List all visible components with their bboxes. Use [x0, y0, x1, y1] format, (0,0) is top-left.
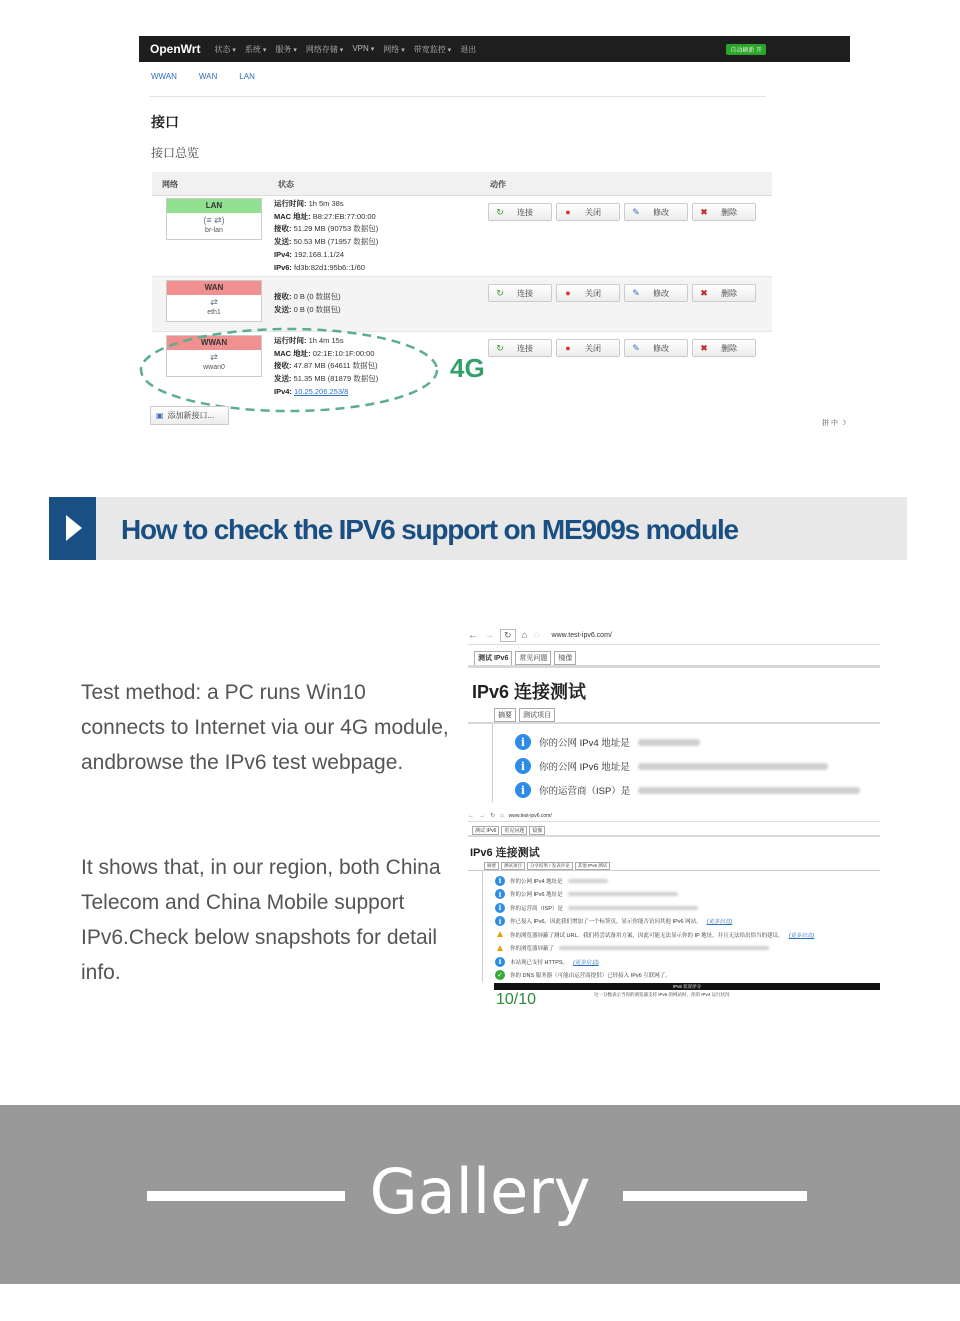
- info-icon: i: [495, 876, 505, 886]
- more-info-link[interactable]: (更多信息): [573, 959, 599, 966]
- tab-wan[interactable]: WAN: [198, 72, 218, 81]
- interface-device: eth1: [207, 309, 221, 316]
- wwan-highlight-ellipse: [139, 326, 444, 416]
- back-icon[interactable]: ←: [468, 812, 474, 819]
- info-icon: i: [495, 889, 505, 899]
- page-title: 接口: [151, 114, 179, 130]
- ipv6-result-list: [492, 724, 880, 802]
- banner-title: How to check the IPV6 support on ME909s module: [121, 514, 738, 545]
- stop-icon: ●: [565, 343, 571, 353]
- header-status: 状态: [278, 180, 294, 189]
- menu-system[interactable]: 系统 ▾: [245, 44, 266, 55]
- ipv6-subtabs: [468, 708, 880, 724]
- openwrt-screenshot: [139, 36, 850, 436]
- gallery-title: Gallery: [369, 1155, 591, 1228]
- redacted-value: [638, 739, 700, 746]
- status-line: 发送: 50.53 MB (71957 数据包): [274, 237, 379, 247]
- interface-tabs: [151, 72, 255, 81]
- warning-icon: ▲: [495, 942, 505, 954]
- ipv6-score: 10/10: [496, 991, 537, 1008]
- openwrt-menu: [214, 44, 476, 55]
- close-button[interactable]: ● 关闭: [556, 284, 620, 302]
- delete-button[interactable]: ✖ 删除: [692, 284, 756, 302]
- play-arrow-icon: [66, 515, 82, 541]
- menu-status[interactable]: 状态 ▾: [214, 44, 235, 55]
- action-buttons-lan: [488, 203, 756, 221]
- table-row-lan: [152, 196, 772, 277]
- table-row-wan: [152, 277, 772, 332]
- delete-button[interactable]: ✖ 删除: [692, 203, 756, 221]
- ipv6-page-title: IPv6 连接测试: [472, 682, 587, 702]
- menu-bandwidth[interactable]: 带宽监控 ▾: [414, 44, 451, 55]
- home-icon[interactable]: ⌂: [521, 630, 528, 641]
- test-method-text: Test method: a PC runs Win10 connects to Internet via our 4G module, andbrowse the IPv6 test webpage.: [81, 681, 449, 774]
- banner-marker: [49, 497, 96, 560]
- list-item: i 你的运营商（ISP）是: [515, 778, 880, 802]
- status-line: 接收: 47.87 MB (64611 数据包): [274, 361, 378, 371]
- network-icon: ⇄: [210, 297, 218, 307]
- openwrt-topbar: [139, 36, 850, 62]
- forward-icon[interactable]: →: [479, 812, 485, 819]
- redacted-value: [638, 763, 828, 770]
- menu-vpn[interactable]: VPN ▾: [352, 44, 374, 55]
- site-tabs: [468, 651, 880, 668]
- ime-indicator: 拼 中 ☽: [822, 420, 847, 427]
- more-info-link[interactable]: (更多信息): [788, 932, 815, 939]
- info-icon: i: [495, 903, 505, 913]
- info-icon: i: [515, 734, 531, 750]
- interface-name: WWAN: [167, 336, 261, 350]
- stop-icon: ●: [565, 288, 571, 298]
- check-icon: ✓: [495, 970, 505, 980]
- action-buttons-wwan: [488, 339, 756, 357]
- site-tabs: [468, 826, 880, 837]
- redacted-value: [638, 787, 860, 794]
- delete-button[interactable]: ✖ 删除: [692, 339, 756, 357]
- add-icon: ▣: [156, 411, 164, 420]
- ipv6-test-screenshot: [468, 627, 880, 805]
- stop-icon: ●: [565, 207, 571, 217]
- list-item: i 你已接入 IPv6，因此我们增加了一个标签页，显示你能否访问其他 IPv6 网站。 (更多信息): [495, 915, 880, 929]
- browser-nav: [468, 810, 880, 822]
- tab-mirrors[interactable]: 镜像: [529, 826, 545, 835]
- tab-faq[interactable]: 常见问题: [501, 826, 527, 835]
- divider: [149, 96, 766, 97]
- tab-summary[interactable]: 摘要: [494, 708, 516, 722]
- close-button[interactable]: ● 关闭: [556, 203, 620, 221]
- action-buttons-wan: [488, 284, 756, 302]
- address-bar[interactable]: www.test-ipv6.com/: [551, 632, 612, 639]
- status-line: MAC 地址: B8:27:EB:77:00:00: [274, 211, 376, 221]
- edit-icon: ✎: [632, 342, 640, 353]
- reconnect-icon: ↻: [496, 287, 504, 298]
- status-line: IPv4: 192.168.1.1/24: [274, 249, 345, 259]
- page-subtitle: 接口总览: [151, 146, 200, 160]
- delete-icon: ✖: [700, 206, 708, 217]
- warning-icon: ▲: [495, 929, 505, 941]
- refresh-icon[interactable]: ↻: [500, 629, 516, 642]
- callout-4g: 4G: [450, 353, 485, 383]
- ipv6-subtabs: [468, 862, 880, 871]
- status-line: 发送: 51.35 MB (81879 数据包): [274, 374, 379, 384]
- info-icon: i: [495, 916, 505, 926]
- edit-icon: ✎: [632, 206, 640, 217]
- auto-refresh-toggle[interactable]: 自动刷新 开: [726, 44, 766, 55]
- tab-mirrors[interactable]: 镜像: [554, 651, 576, 665]
- header-network: 网络: [162, 180, 178, 189]
- interface-device: br-lan: [205, 227, 223, 234]
- list-item: i 本站现已支持 HTTPS。 (更多信息): [495, 955, 880, 969]
- score-note: 这一分数表示当你的浏览器支持 IPv6 的网站时，你的 IPv4 运行状况: [594, 992, 730, 997]
- ipv6-page-title: IPv6 连接测试: [470, 847, 540, 859]
- add-interface-button[interactable]: ▣ 添加新接口...: [150, 406, 229, 425]
- edit-button[interactable]: ✎ 修改: [624, 284, 688, 302]
- status-line: 运行时间: 1h 4m 15s: [274, 336, 344, 345]
- tab-test-ipv6[interactable]: 测试 IPv6: [474, 651, 512, 665]
- status-line: 接收: 0 B (0 数据包): [274, 292, 341, 301]
- list-item: i 你的公网 IPv4 地址是: [515, 730, 880, 754]
- network-icon: ⇄: [210, 352, 218, 362]
- edit-icon: ✎: [632, 287, 640, 298]
- interface-status-wan: [274, 291, 341, 316]
- list-item: ✓ 你的 DNS 服务器（可能由运营商提供）已经接入 IPv6 互联网了。: [495, 969, 880, 983]
- network-icon: (≡ ⇄): [203, 215, 225, 225]
- reconnect-icon: ↻: [496, 342, 504, 353]
- status-line: 运行时间: 1h 5m 38s: [274, 199, 344, 208]
- list-item: ▲ 你的浏览器屏蔽了: [495, 942, 880, 956]
- connect-button[interactable]: ↻ 连接: [488, 203, 552, 221]
- interface-name: WAN: [167, 281, 261, 295]
- page-info-icon: ◌: [533, 630, 540, 641]
- tab-tests[interactable]: 测试项目: [519, 708, 555, 722]
- menu-services[interactable]: 服务 ▾: [275, 44, 296, 55]
- status-line: MAC 地址: 02:1E:10:1F:00:00: [274, 348, 375, 358]
- result-text: It shows that, in our region, both China Telecom and China Mobile support IPv6.Check below snapshots for detail info.: [81, 856, 441, 984]
- table-header: [152, 172, 772, 196]
- delete-icon: ✖: [700, 342, 708, 353]
- status-line: IPv4: 10.25.206.253/8: [274, 386, 349, 396]
- reconnect-icon: ↻: [496, 206, 504, 217]
- score-header: IPv6 状况评分: [494, 983, 880, 990]
- tab-faq[interactable]: 常见问题: [515, 651, 551, 665]
- address-bar[interactable]: www.test-ipv6.com/: [508, 812, 552, 819]
- section-banner: [49, 497, 907, 560]
- tab-tests[interactable]: 测试项目: [501, 862, 525, 870]
- interface-name: LAN: [167, 199, 261, 213]
- close-button[interactable]: ● 关闭: [556, 339, 620, 357]
- decorative-line-right: [623, 1191, 807, 1201]
- info-icon: i: [515, 758, 531, 774]
- more-info-link[interactable]: (更多信息): [706, 919, 733, 926]
- list-item: i 你的公网 IPv6 地址是: [515, 754, 880, 778]
- tab-wwan[interactable]: WWAN: [151, 72, 177, 81]
- interface-status-lan: [274, 198, 378, 274]
- openwrt-brand[interactable]: OpenWrt: [150, 42, 201, 56]
- header-actions: 动作: [490, 180, 506, 189]
- connect-button[interactable]: ↻ 连接: [488, 284, 552, 302]
- interface-device: wwan0: [203, 364, 225, 371]
- list-item: i 你的运营商（ISP）是: [495, 901, 880, 915]
- ipv6-test-screenshot-full: [468, 810, 880, 1020]
- interface-badge-lan: [166, 198, 262, 240]
- tab-test-ipv6[interactable]: 测试 IPv6: [472, 826, 499, 835]
- delete-icon: ✖: [700, 287, 708, 298]
- connect-button[interactable]: ↻ 连接: [488, 339, 552, 357]
- info-icon: i: [495, 957, 505, 967]
- status-line: IPv6: fd3b:82d1:95b6::1/60: [274, 262, 365, 272]
- tab-share[interactable]: 分享结果 / 发表评论: [527, 862, 573, 870]
- ipv4-link[interactable]: 10.25.206.253/8: [294, 386, 349, 396]
- menu-nas[interactable]: 网络存储 ▾: [306, 44, 343, 55]
- home-icon[interactable]: ⌂: [500, 812, 504, 819]
- ipv6-result-list: [482, 871, 880, 982]
- list-item: i 你的公网 IPv6 地址是: [495, 888, 880, 902]
- menu-logout[interactable]: 退出: [460, 44, 477, 54]
- tab-summary[interactable]: 摘要: [484, 862, 499, 870]
- gallery-band: [0, 1105, 960, 1284]
- status-line: 接收: 51.29 MB (90753 数据包): [274, 224, 379, 234]
- tab-other-tests[interactable]: 其他 IPv6 测试: [575, 862, 611, 870]
- list-item: i 你的公网 IPv4 地址是: [495, 874, 880, 888]
- tab-lan[interactable]: LAN: [239, 72, 255, 81]
- browser-nav: [468, 627, 880, 645]
- menu-network[interactable]: 网络 ▾: [383, 44, 404, 55]
- edit-button[interactable]: ✎ 修改: [624, 203, 688, 221]
- interface-badge-wan: [166, 280, 262, 322]
- back-icon[interactable]: ←: [468, 630, 478, 641]
- forward-icon[interactable]: →: [484, 630, 494, 641]
- edit-button[interactable]: ✎ 修改: [624, 339, 688, 357]
- status-line: 发送: 0 B (0 数据包): [274, 304, 341, 314]
- list-item: ▲ 你的浏览器屏蔽了测试 URL。我们将尝试备用方案，因此可能无法显示你的 IP 地址，并且无法给出恰当的建议。 (更多信息): [495, 929, 815, 941]
- refresh-icon[interactable]: ↻: [490, 813, 496, 819]
- info-icon: i: [515, 782, 531, 798]
